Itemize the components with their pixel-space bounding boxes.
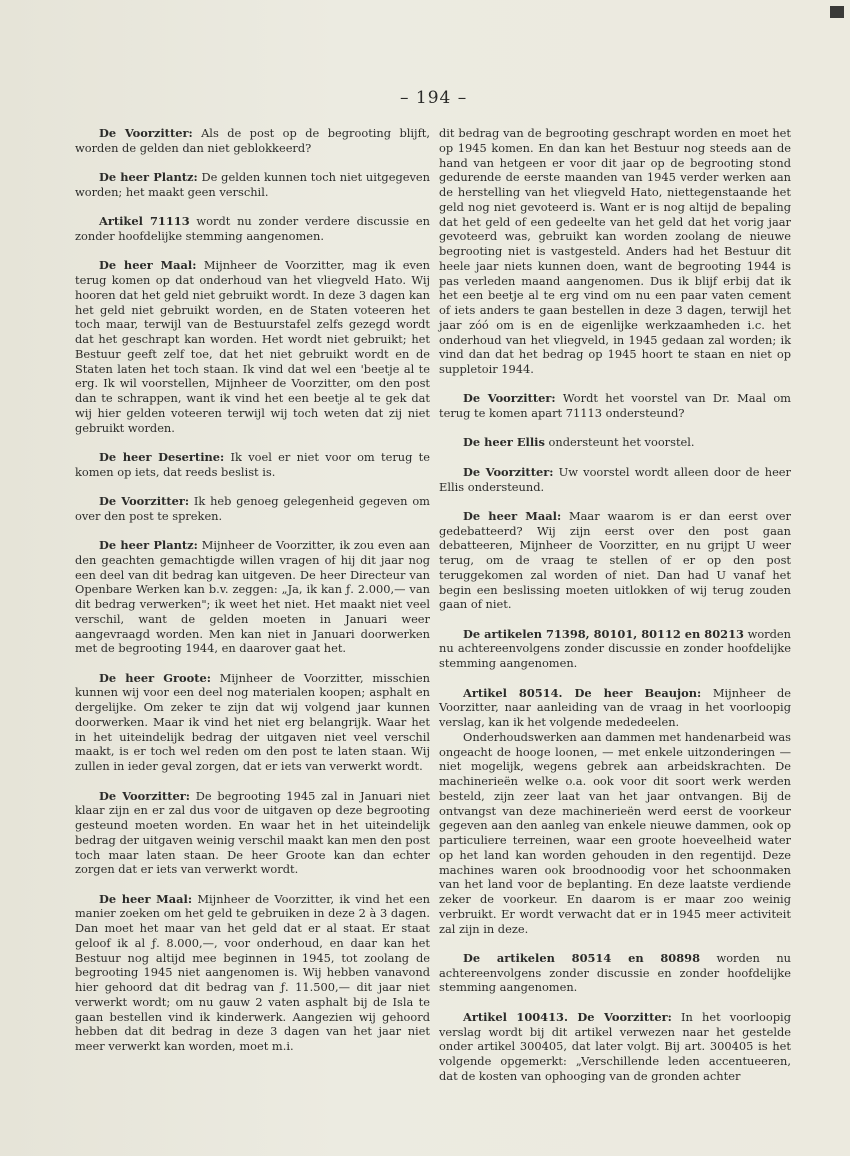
paragraph: De Voorzitter: Wordt het voorstel van Dr. Maal om terug te komen apart 71113 ondersteund? (439, 391, 791, 421)
paragraph: De heer Maal: Maar waarom is er dan eerst over gedebatteerd? Wij zijn eerst over den post gaan debatteeren, Mijnheer de Voorzitter, en nu grijpt U weer terug, om de vraag te stellen of er op den post teruggekomen zal worden of niet. Dan had U vanaf het begin een beslissing moeten uitlokken of wij terug zouden gaan of niet. (439, 508, 791, 612)
scan-corner-mark (830, 6, 844, 18)
paragraph: De heer Desertine: Ik voel er niet voor om terug te komen op iets, dat reeds beslist is. (75, 449, 430, 479)
paragraph: De artikelen 71398, 80101, 80112 en 80213 worden nu achtereenvolgens zonder discussie en zonder hoofdelijke stemming aangenomen. (439, 626, 791, 671)
paragraph: De heer Groote: Mijnheer de Voorzitter, misschien kunnen wij voor een deel nog materialen koopen; asphalt en dergelijke. Om zeker te zijn dat wij volgend jaar kunnen doorwerken. Maar ik vind het niet erg belangrijk. Waar het in het uiteindelijk bedrag der uitgaven niet veel verschil maakt, is er toch wel reden om den post te laten staan. Wij zullen in ieder geval zorgen, dat er iets van verwerkt wordt. (75, 670, 430, 774)
paragraph: De Voorzitter: Als de post op de begrooting blijft, worden de gelden dan niet geblokkeerd? (75, 126, 430, 155)
paragraph: Artikel 80514. De heer Beaujon: Mijnheer de Voorzitter, naar aanleiding van de vraag in het voorloopig verslag, kan ik het volgende mededeelen. (439, 685, 791, 730)
paragraph: De Voorzitter: Ik heb genoeg gelegenheid gegeven om over den post te spreken. (75, 493, 430, 523)
paragraph: De heer Plantz: De gelden kunnen toch niet uitgegeven worden; het maakt geen verschil. (75, 170, 430, 199)
paragraph: Artikel 71113 wordt nu zonder verdere discussie en zonder hoofdelijke stemming aangenomen. (75, 214, 430, 243)
page-number: – 194 – (400, 88, 468, 108)
paragraph: De Voorzitter: Uw voorstel wordt alleen door de heer Ellis ondersteund. (439, 464, 791, 494)
paragraph: De heer Maal: Mijnheer de Voorzitter, mag ik even terug komen op dat onderhoud van het vliegveld Hato. Wij hooren dat het geld niet gebruikt wordt. In deze 3 dagen kan het geld niet gebruikt worden, en de Staten voteeren het toch maar, terwijl van de Bestuurstafel zelfs gezegd wordt dat het geschrapt kan worden. Het wordt niet gebruikt; het Bestuur geeft zelf toe, dat het niet gebruikt wordt en de Staten laten het toch staan. Ik vind dat wel een 'beetje al te erg. Ik wil voorstellen, Mijnheer de Voorzitter, om den post dan te schrappen, want ik vind het een beetje al te gek dat wij hier gelden voteeren terwijl wij toch weten dat zij niet gebruikt worden. (75, 258, 430, 435)
paragraph: De heer Maal: Mijnheer de Voorzitter, ik vind het een manier zoeken om het geld te gebruiken in deze 2 à 3 dagen. Dan moet het maar van het geld dat er al staat. Er staat geloof ik al ƒ. 8.000,—, voor onderhoud, en daar kan het Bestuur nog altijd mee beginnen in 1945, tot zoolang de begrooting 1945 niet aangenomen is. Wij hebben vanavond hier gehoord dat dit bedrag van ƒ. 11.500,— dit jaar niet verwerkt wordt; om nu gauw 2 vaten asphalt bij de Isla te gaan bestellen vind ik kinderwerk. Aangezien wij gehoord hebben dat dit bedrag in deze 3 dagen van het jaar niet meer verwerkt kan worden, moet m.i. (75, 891, 430, 1054)
paragraph: De heer Ellis ondersteunt het voorstel. (463, 435, 695, 450)
paragraph: dit bedrag van de begrooting geschrapt worden en moet het op 1945 komen. En dan kan het Bestuur nog steeds aan de hand van hetgeen er voor dit jaar op de begrooting stond gedurende de eerste maanden van 1945 verder werken aan de herstelling van het vliegveld Hato, niettegenstaande het geld nog niet gevoteerd is. Want er is nog altijd de bepaling dat het geld of een gedeelte van het geld dat het vorig jaar gevoteerd was, gebruikt kan worden zoolang de nieuwe begrooting niet is vastgesteld. Anders had het Bestuur dit heele jaar niets kunnen doen, want de begrooting 1944 is pas verleden maand aangenomen. Dus ik blijf erbij dat ik het een beetje al te erg vind om nu een paar vaten cement of iets anders te gaan bestellen in deze 3 dagen, terwijl het jaar zóó om is en de eigenlijke werkzaamheden i.c. het onderhoud van het vliegveld, in 1945 gedaan zal worden; ik vind dan dat het bedrag op 1945 hoort te staan en niet op suppletoir 1944. (439, 126, 791, 376)
right-column (439, 126, 791, 1084)
left-column (75, 126, 430, 1054)
paragraph: De heer Plantz: Mijnheer de Voorzitter, ik zou even aan den geachten gemachtigde willen vragen of hij dit jaar nog een deel van dit bedrag kan uitgeven. De heer Directeur van Openbare Werken kan b.v. zeggen: „Ja, ik kan ƒ. 2.000,— van dit bedrag verwerken"; ik weet het niet. Het maakt niet veel verschil, want de gelden moeten in Januari weer aangevraagd worden. Men kan niet in Januari doorwerken met de begrooting 1944, en daarover gaat het. (75, 538, 430, 656)
paragraph: Onderhoudswerken aan dammen met handenarbeid was ongeacht de hooge loonen, — met enkele uitzonderingen — niet mogelijk, wegens gebrek aan arbeidskrachten. De machinerieën welke o.a. ook voor dit soort werk werden besteld, zijn zeer laat van het jaar ontvangen. Bij de ontvangst van deze machinerieën werd eerst de voorkeur gegeven aan den aanleg van enkele nieuwe dammen, ook op particuliere terreinen, waar een groote hoeveelheid water op het land kan worden gehouden in den regentijd. Deze machines waren ook broodnoodig voor het schoonmaken van het land voor de beplanting. En deze laatste verdiende zeker de voorkeur. En daarom is er maar zoo weinig verbruikt. Er wordt verwacht dat er in 1945 meer activiteit zal zijn in deze. (439, 729, 791, 936)
paragraph: De artikelen 80514 en 80898 worden nu achtereenvolgens zonder discussie en zonder hoofdelijke stemming aangenomen. (439, 950, 791, 995)
paragraph: De Voorzitter: De begrooting 1945 zal in Januari niet klaar zijn en er zal dus voor de uitgaven op deze begrooting gesteund moeten worden. En waar het in het uiteindelijk bedrag der uitgaven weinig verschil maakt kan men den post toch maar laten staan. De heer Groote kan dan echter zorgen dat er iets van verwerkt wordt. (75, 788, 430, 877)
paragraph: Artikel 100413. De Voorzitter: In het voorloopig verslag wordt bij dit artikel verwezen naar het gestelde onder artikel 300405, dat later volgt. Bij art. 300405 is het volgende opgemerkt: „Verschillende leden accentueeren, dat de kosten van ophooging van de gronden achter (439, 1009, 791, 1083)
